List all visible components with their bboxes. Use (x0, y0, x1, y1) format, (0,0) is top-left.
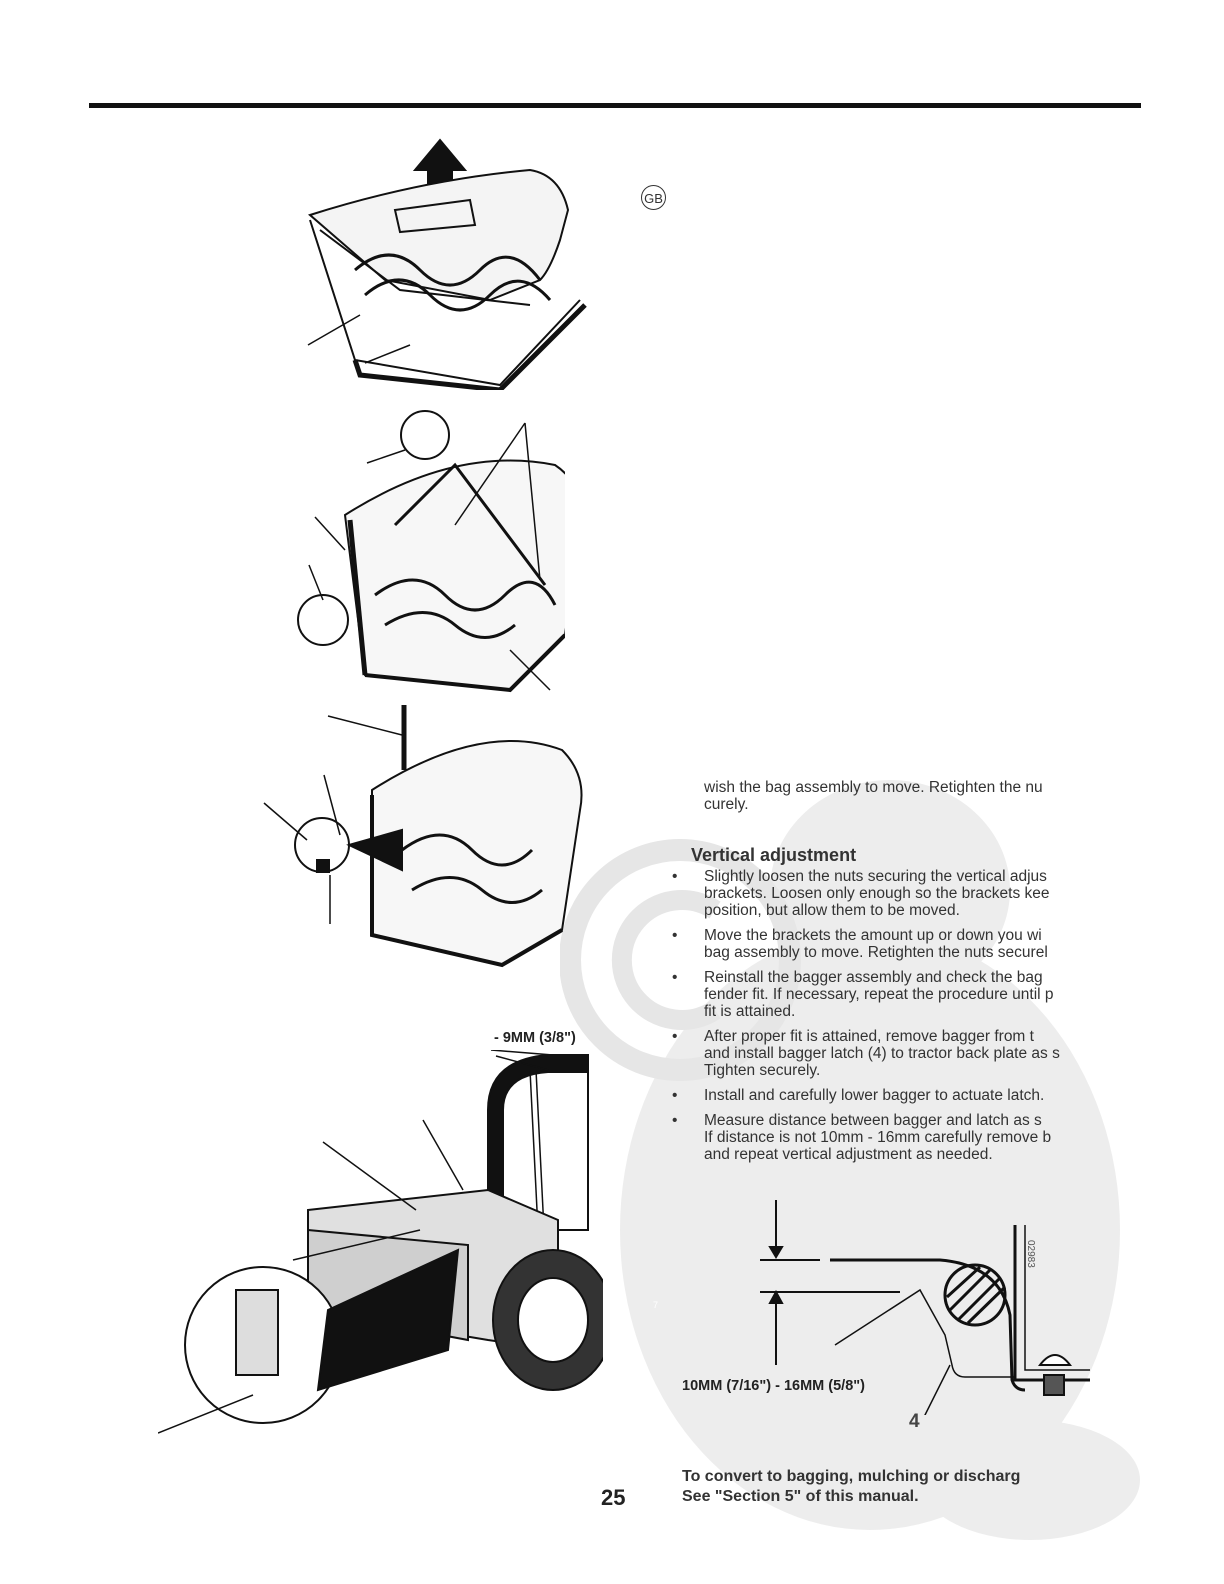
bullet-glyph: • (672, 927, 678, 944)
list-item: • Slightly loosen the nuts securing the vertical adjus brackets. Loosen only enough so the brackets kee position, but allow them to be moved. (672, 868, 1050, 919)
list-item: • Move the brackets the amount up or down you wi bag assembly to move. Retighten the nuts securel (672, 927, 1048, 961)
page-number: 25 (601, 1485, 626, 1510)
bullet-glyph: • (672, 1087, 678, 1104)
section-heading: Vertical adjustment (691, 845, 857, 865)
header-rule (89, 103, 1141, 108)
bullet-glyph: • (672, 1112, 678, 1129)
footer-note: To convert to bagging, mulching or discharg See "Section 5" of this manual. (682, 1468, 1021, 1505)
bolt-install-figure (262, 700, 592, 970)
list-item: • After proper fit is attained, remove bagger from t and install bagger latch (4) to tractor back plate as s Tighten securely. (672, 1028, 1060, 1079)
bag-removal-figure (300, 130, 600, 390)
gap-label: - 9MM (3/8") (494, 1030, 576, 1046)
fender-decal: 7 (653, 1300, 659, 1310)
bag-frame-figure (295, 405, 565, 695)
tractor-latch-figure (158, 1050, 603, 1450)
list-item: • Install and carefully lower bagger to actuate latch. (672, 1087, 1045, 1104)
list-item: • Reinstall the bagger assembly and check the bag fender fit. If necessary, repeat the procedure until p fit is attained. (672, 969, 1054, 1020)
bullet-glyph: • (672, 1028, 678, 1045)
list-item: • Measure distance between bagger and latch as s If distance is not 10mm - 16mm carefully remove b and repeat vertical adjustment as needed. (672, 1112, 1052, 1163)
adjustment-steps (672, 868, 1098, 1171)
language-badge: GB (641, 185, 666, 210)
figure-code: 02983 (1025, 1240, 1036, 1268)
bullet-glyph: • (672, 868, 678, 885)
latch-distance-label: 10MM (7/16") - 16MM (5/8") (682, 1378, 865, 1394)
bullet-glyph: • (672, 969, 678, 986)
latch-callout: 4 (909, 1411, 920, 1432)
continuation-text: wish the bag assembly to move. Retighten the nu curely. (704, 779, 1043, 813)
